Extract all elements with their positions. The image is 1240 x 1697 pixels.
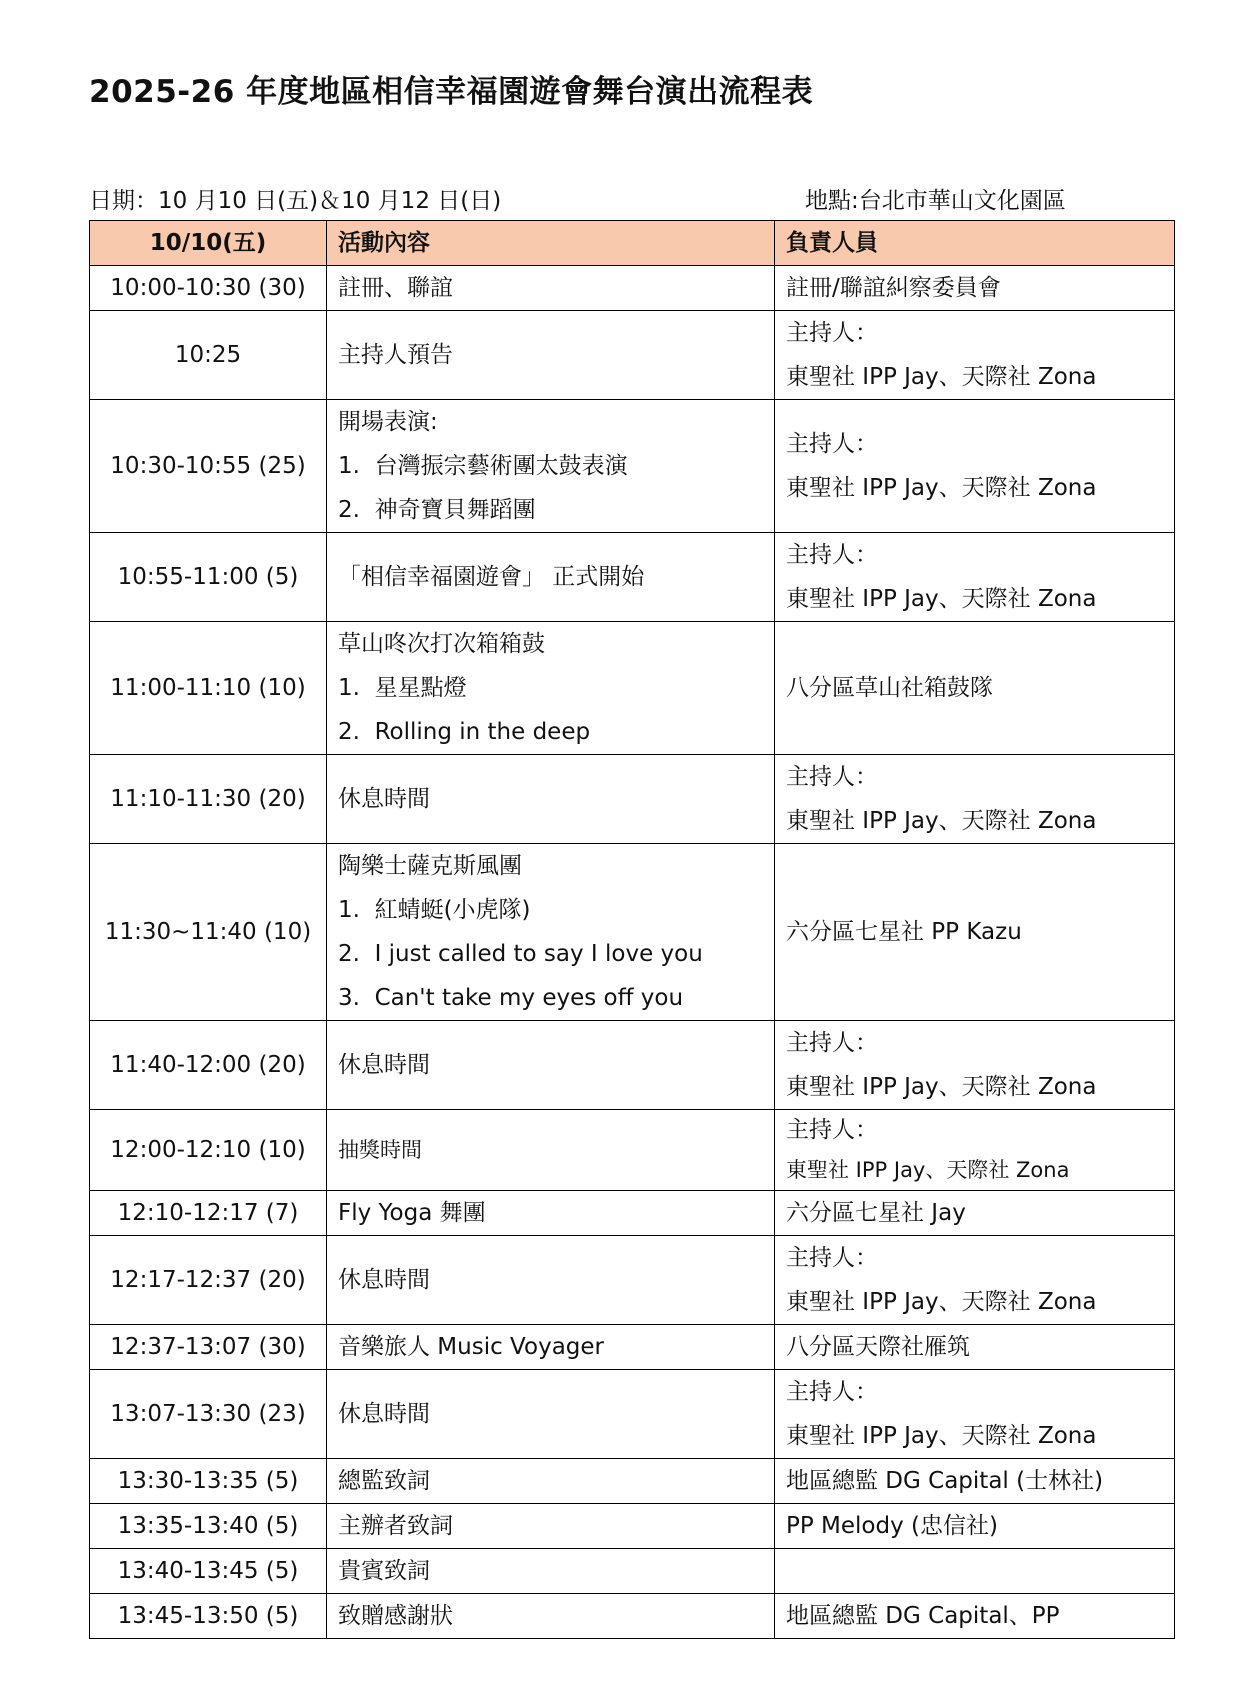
table-row [90, 1236, 1175, 1325]
activity-line: 休息時間 [338, 1267, 430, 1293]
staff-cell [775, 533, 1175, 622]
time-cell: 12:17-12:37 (20) [90, 1236, 327, 1325]
staff-cell [775, 1594, 1175, 1639]
staff-cell [775, 1191, 1175, 1236]
activity-cell [327, 400, 775, 533]
staff-cell [775, 1459, 1175, 1504]
header-row [90, 221, 1175, 266]
staff-line: 主持人： [786, 1030, 878, 1056]
activity-line: 1. 台灣振宗藝術團太鼓表演 [338, 453, 628, 479]
activity-line: 致贈感謝狀 [338, 1603, 453, 1629]
staff-line: 六分區七星社 PP Kazu [786, 919, 1022, 945]
activity-line: 主持人預告 [338, 342, 453, 368]
staff-line: 東聖社 IPP Jay、天際社 Zona [786, 1074, 1097, 1100]
staff-line: 主持人： [786, 320, 878, 346]
activity-line: 2. I just called to say I love you [338, 941, 703, 967]
time-cell: 11:40-12:00 (20) [90, 1021, 327, 1110]
activity-line: 2. Rolling in the deep [338, 719, 591, 745]
activity-line: 開場表演: [338, 409, 438, 435]
schedule-table-body [90, 266, 1175, 1639]
staff-cell [775, 1325, 1175, 1370]
staff-line: 八分區草山社箱鼓隊 [786, 675, 993, 701]
staff-line: PP Melody (忠信社) [786, 1513, 998, 1539]
header-staff: 負責人員 [775, 221, 1175, 266]
page-title: 2025-26 年度地區相信幸福園遊會舞台演出流程表 [89, 74, 814, 110]
staff-cell [775, 266, 1175, 311]
staff-line: 主持人： [786, 1245, 878, 1271]
activity-line: 抽獎時間 [338, 1138, 422, 1162]
activity-line: 音樂旅人 Music Voyager [338, 1334, 604, 1360]
activity-line: 1. 星星點燈 [338, 675, 467, 701]
activity-cell [327, 1325, 775, 1370]
activity-cell [327, 1191, 775, 1236]
table-row [90, 1370, 1175, 1459]
activity-cell [327, 844, 775, 1021]
staff-line: 主持人： [786, 764, 878, 790]
activity-cell [327, 1594, 775, 1639]
activity-line: Fly Yoga 舞團 [338, 1200, 486, 1226]
table-row [90, 844, 1175, 1021]
time-cell: 10:55-11:00 (5) [90, 533, 327, 622]
event-venue: 地點:台北市華山文化園區 [805, 188, 1066, 214]
table-row [90, 311, 1175, 400]
time-cell: 10:25 [90, 311, 327, 400]
staff-cell [775, 1504, 1175, 1549]
activity-cell [327, 533, 775, 622]
activity-line: 「相信幸福園遊會」 正式開始 [338, 564, 645, 590]
staff-line: 主持人： [786, 542, 878, 568]
header-time: 10/10(五) [90, 221, 327, 266]
table-row [90, 1549, 1175, 1594]
activity-line: 註冊、聯誼 [338, 275, 453, 301]
staff-line: 東聖社 IPP Jay、天際社 Zona [786, 808, 1097, 834]
table-row [90, 1110, 1175, 1191]
activity-cell [327, 1504, 775, 1549]
activity-cell [327, 1110, 775, 1191]
table-row [90, 1504, 1175, 1549]
time-cell: 13:07-13:30 (23) [90, 1370, 327, 1459]
staff-line: 地區總監 DG Capital (士林社) [786, 1468, 1104, 1494]
table-row [90, 1191, 1175, 1236]
table-row [90, 1021, 1175, 1110]
staff-cell [775, 1021, 1175, 1110]
activity-cell [327, 1459, 775, 1504]
staff-cell [775, 844, 1175, 1021]
staff-line: 東聖社 IPP Jay、天際社 Zona [786, 1289, 1097, 1315]
time-cell: 10:30-10:55 (25) [90, 400, 327, 533]
staff-line: 東聖社 IPP Jay、天際社 Zona [786, 1158, 1070, 1182]
staff-cell [775, 1549, 1175, 1594]
schedule-table-header [90, 221, 1175, 266]
staff-line: 主持人： [786, 1117, 878, 1143]
staff-line: 註冊/聯誼糾察委員會 [786, 275, 1001, 301]
activity-cell [327, 266, 775, 311]
time-cell: 11:10-11:30 (20) [90, 755, 327, 844]
activity-cell [327, 1370, 775, 1459]
activity-cell [327, 311, 775, 400]
event-date: 日期：10 月10 日(五)＆10 月12 日(日) [89, 188, 502, 214]
table-row [90, 1594, 1175, 1639]
staff-cell [775, 1370, 1175, 1459]
activity-line: 休息時間 [338, 786, 430, 812]
activity-line: 貴賓致詞 [338, 1558, 430, 1584]
time-cell: 13:35-13:40 (5) [90, 1504, 327, 1549]
activity-line: 主辦者致詞 [338, 1513, 453, 1539]
staff-line: 東聖社 IPP Jay、天際社 Zona [786, 1423, 1097, 1449]
time-cell: 13:45-13:50 (5) [90, 1594, 327, 1639]
staff-line: 六分區七星社 Jay [786, 1200, 966, 1226]
table-row [90, 1325, 1175, 1370]
staff-cell [775, 400, 1175, 533]
staff-cell [775, 311, 1175, 400]
activity-cell [327, 1236, 775, 1325]
activity-line: 3. Can't take my eyes off you [338, 985, 684, 1011]
time-cell: 10:00-10:30 (30) [90, 266, 327, 311]
table-row [90, 266, 1175, 311]
time-cell: 13:40-13:45 (5) [90, 1549, 327, 1594]
header-activity: 活動內容 [327, 221, 775, 266]
activity-line: 休息時間 [338, 1052, 430, 1078]
table-row [90, 1459, 1175, 1504]
activity-cell [327, 755, 775, 844]
staff-line: 八分區天際社雁筑 [786, 1334, 970, 1360]
time-cell: 11:00-11:10 (10) [90, 622, 327, 755]
table-row [90, 622, 1175, 755]
staff-cell [775, 1236, 1175, 1325]
staff-cell [775, 622, 1175, 755]
time-cell: 12:00-12:10 (10) [90, 1110, 327, 1191]
activity-line: 休息時間 [338, 1401, 430, 1427]
table-row [90, 400, 1175, 533]
activity-line: 總監致詞 [338, 1468, 430, 1494]
activity-cell [327, 1021, 775, 1110]
staff-line: 東聖社 IPP Jay、天際社 Zona [786, 364, 1097, 390]
time-cell: 12:10-12:17 (7) [90, 1191, 327, 1236]
activity-line: 草山咚次打次箱箱鼓 [338, 631, 545, 657]
table-row [90, 755, 1175, 844]
activity-line: 2. 神奇寶貝舞蹈團 [338, 497, 536, 523]
time-cell: 13:30-13:35 (5) [90, 1459, 327, 1504]
time-cell: 12:37-13:07 (30) [90, 1325, 327, 1370]
activity-cell [327, 622, 775, 755]
staff-line: 東聖社 IPP Jay、天際社 Zona [786, 586, 1097, 612]
time-cell: 11:30~11:40 (10) [90, 844, 327, 1021]
staff-cell [775, 1110, 1175, 1191]
schedule-table [89, 220, 1175, 1639]
activity-cell [327, 1549, 775, 1594]
activity-line: 1. 紅蜻蜓(小虎隊) [338, 897, 531, 923]
table-row [90, 533, 1175, 622]
staff-cell [775, 755, 1175, 844]
staff-line: 東聖社 IPP Jay、天際社 Zona [786, 475, 1097, 501]
staff-line: 主持人： [786, 431, 878, 457]
activity-line: 陶樂士薩克斯風團 [338, 853, 522, 879]
staff-line: 主持人： [786, 1379, 878, 1405]
staff-line: 地區總監 DG Capital、PP [786, 1603, 1060, 1629]
